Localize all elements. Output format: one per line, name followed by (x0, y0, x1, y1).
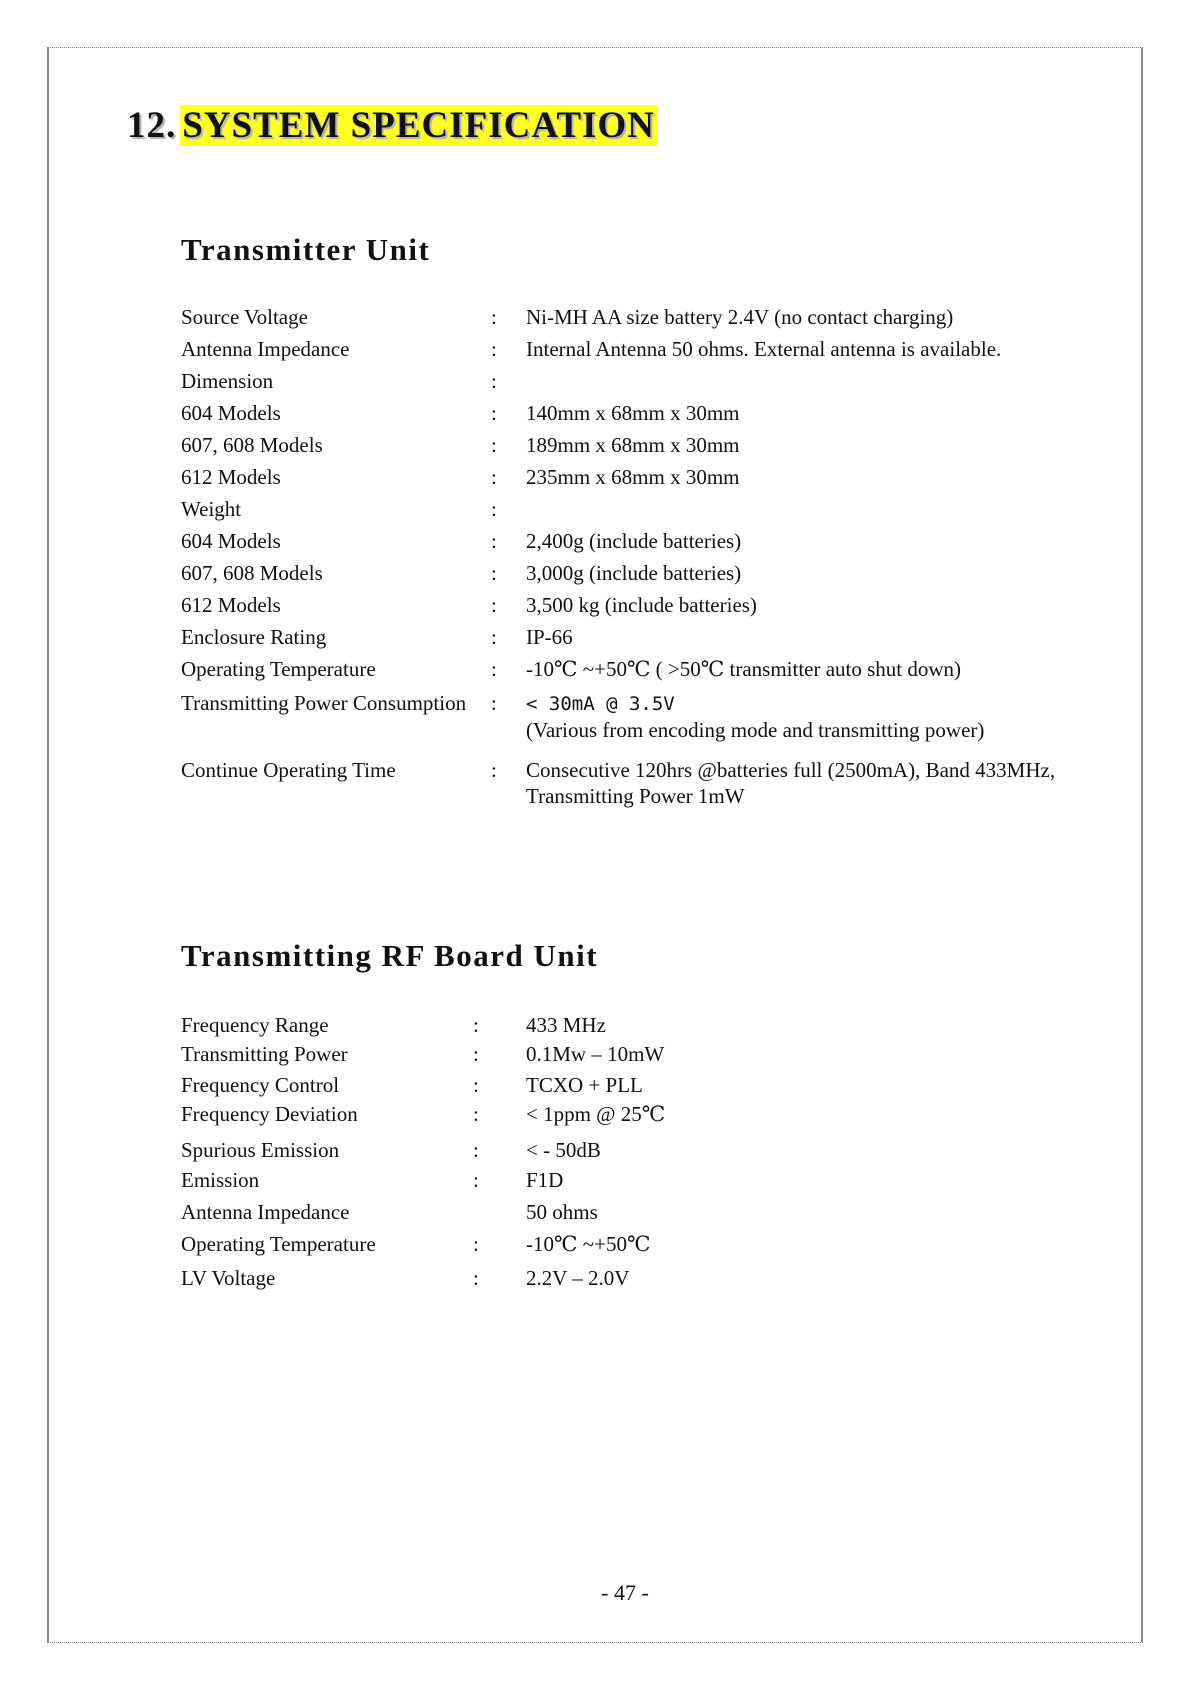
spec-row (181, 690, 1101, 757)
spec-row (181, 1265, 1101, 1297)
page-number: - 47 - (601, 1580, 649, 1605)
spec-row (181, 1101, 1101, 1137)
spec-value: 50 ohms (526, 1200, 598, 1224)
section-heading (127, 104, 657, 147)
spec-label: Frequency Deviation (181, 1102, 358, 1126)
spec-label: 612 Models (181, 593, 281, 617)
spec-label: LV Voltage (181, 1266, 276, 1290)
spec-colon: : (491, 497, 497, 521)
spec-row (181, 368, 1101, 400)
spec-value-multiline (526, 690, 984, 743)
spec-value: -10℃ ~+50℃ (526, 1232, 651, 1256)
spec-colon: : (491, 758, 497, 782)
spec-value: Ni-MH AA size battery 2.4V (no contact charging) (526, 305, 954, 329)
spec-colon: : (491, 529, 497, 553)
spec-label: Dimension (181, 369, 274, 393)
spec-label: Frequency Control (181, 1073, 340, 1097)
rf-board-title: Transmitting RF Board Unit (181, 938, 599, 973)
spec-row (181, 304, 1101, 336)
spec-row (181, 1012, 1101, 1041)
spec-colon: : (473, 1042, 479, 1066)
spec-value: 2.2V – 2.0V (526, 1266, 630, 1290)
spec-label: 604 Models (181, 529, 281, 553)
spec-colon: : (473, 1168, 479, 1192)
spec-colon: : (473, 1232, 479, 1256)
spec-value: < 1ppm @ 25℃ (526, 1102, 666, 1126)
spec-row (181, 528, 1101, 560)
spec-row (181, 1199, 1101, 1231)
spec-value: 433 MHz (526, 1013, 606, 1037)
spec-colon: : (491, 369, 497, 393)
spec-label: Transmitting Power (181, 1042, 348, 1066)
transmitter-spec-table (181, 304, 1101, 808)
spec-row (181, 1041, 1101, 1072)
spec-label: 607, 608 Models (181, 433, 323, 457)
spec-row (181, 1137, 1101, 1167)
spec-label: Operating Temperature (181, 1232, 376, 1256)
spec-colon: : (491, 465, 497, 489)
spec-label: Transmitting Power Consumption (181, 691, 467, 715)
spec-label: Frequency Range (181, 1013, 329, 1037)
spec-row (181, 624, 1101, 656)
spec-value: 3,500 kg (include batteries) (526, 593, 757, 617)
spec-colon: : (491, 625, 497, 649)
spec-value: 140mm x 68mm x 30mm (526, 401, 740, 425)
spec-colon: : (491, 593, 497, 617)
spec-value: TCXO + PLL (526, 1073, 643, 1097)
spec-value: 235mm x 68mm x 30mm (526, 465, 740, 489)
spec-colon: : (491, 433, 497, 457)
spec-row (181, 464, 1101, 496)
spec-value: Internal Antenna 50 ohms. External antenna is available. (526, 337, 1002, 361)
spec-value-multiline (526, 757, 1055, 809)
spec-row (181, 1231, 1101, 1265)
spec-colon: : (473, 1138, 479, 1162)
spec-row (181, 400, 1101, 432)
spec-colon: : (491, 561, 497, 585)
spec-label: Operating Temperature (181, 657, 376, 681)
transmitter-unit-title: Transmitter Unit (181, 232, 431, 267)
spec-value: < - 50dB (526, 1138, 601, 1162)
spec-label: 612 Models (181, 465, 281, 489)
spec-value: 2,400g (include batteries) (526, 529, 742, 553)
spec-row (181, 1167, 1101, 1199)
spec-row (181, 757, 1101, 808)
spec-label: Spurious Emission (181, 1138, 340, 1162)
spec-value: 0.1Mw – 10mW (526, 1042, 665, 1066)
spec-row (181, 496, 1101, 528)
page-border (47, 47, 1143, 1643)
spec-label: 604 Models (181, 401, 281, 425)
spec-colon: : (491, 305, 497, 329)
spec-value: Consecutive 120hrs @batteries full (2500mA), Band 433MHz, (526, 758, 1056, 782)
section-number: 12. (127, 105, 177, 146)
spec-value-note: Transmitting Power 1mW (526, 784, 745, 808)
spec-row (181, 560, 1101, 592)
spec-colon: : (473, 1266, 479, 1290)
spec-value: < 30mA @ 3.5V (526, 693, 675, 715)
spec-colon: : (473, 1073, 479, 1097)
spec-label: Enclosure Rating (181, 625, 327, 649)
spec-value-note: (Various from encoding mode and transmitting power) (526, 718, 985, 742)
spec-value: IP-66 (526, 625, 573, 649)
spec-row (181, 1072, 1101, 1101)
section-title: SYSTEM SPECIFICATION (182, 105, 655, 146)
spec-label: Antenna Impedance (181, 1200, 350, 1224)
spec-colon: : (491, 657, 497, 681)
spec-colon: : (491, 691, 497, 715)
spec-colon: : (473, 1102, 479, 1126)
spec-colon: : (491, 401, 497, 425)
spec-label: Emission (181, 1168, 260, 1192)
spec-value: -10℃ ~+50℃ ( >50℃ transmitter auto shut down) (526, 657, 962, 681)
spec-label: Antenna Impedance (181, 337, 350, 361)
spec-label: Source Voltage (181, 305, 308, 329)
rf-board-spec-table (181, 1012, 1101, 1297)
spec-row (181, 592, 1101, 624)
spec-value: 3,000g (include batteries) (526, 561, 742, 585)
spec-label: 607, 608 Models (181, 561, 323, 585)
spec-colon: : (473, 1013, 479, 1037)
spec-value: 189mm x 68mm x 30mm (526, 433, 740, 457)
spec-label: Weight (181, 497, 242, 521)
spec-row (181, 656, 1101, 690)
spec-colon: : (491, 337, 497, 361)
spec-row (181, 432, 1101, 464)
spec-row (181, 336, 1101, 368)
spec-value: F1D (526, 1168, 564, 1192)
spec-label: Continue Operating Time (181, 758, 396, 782)
